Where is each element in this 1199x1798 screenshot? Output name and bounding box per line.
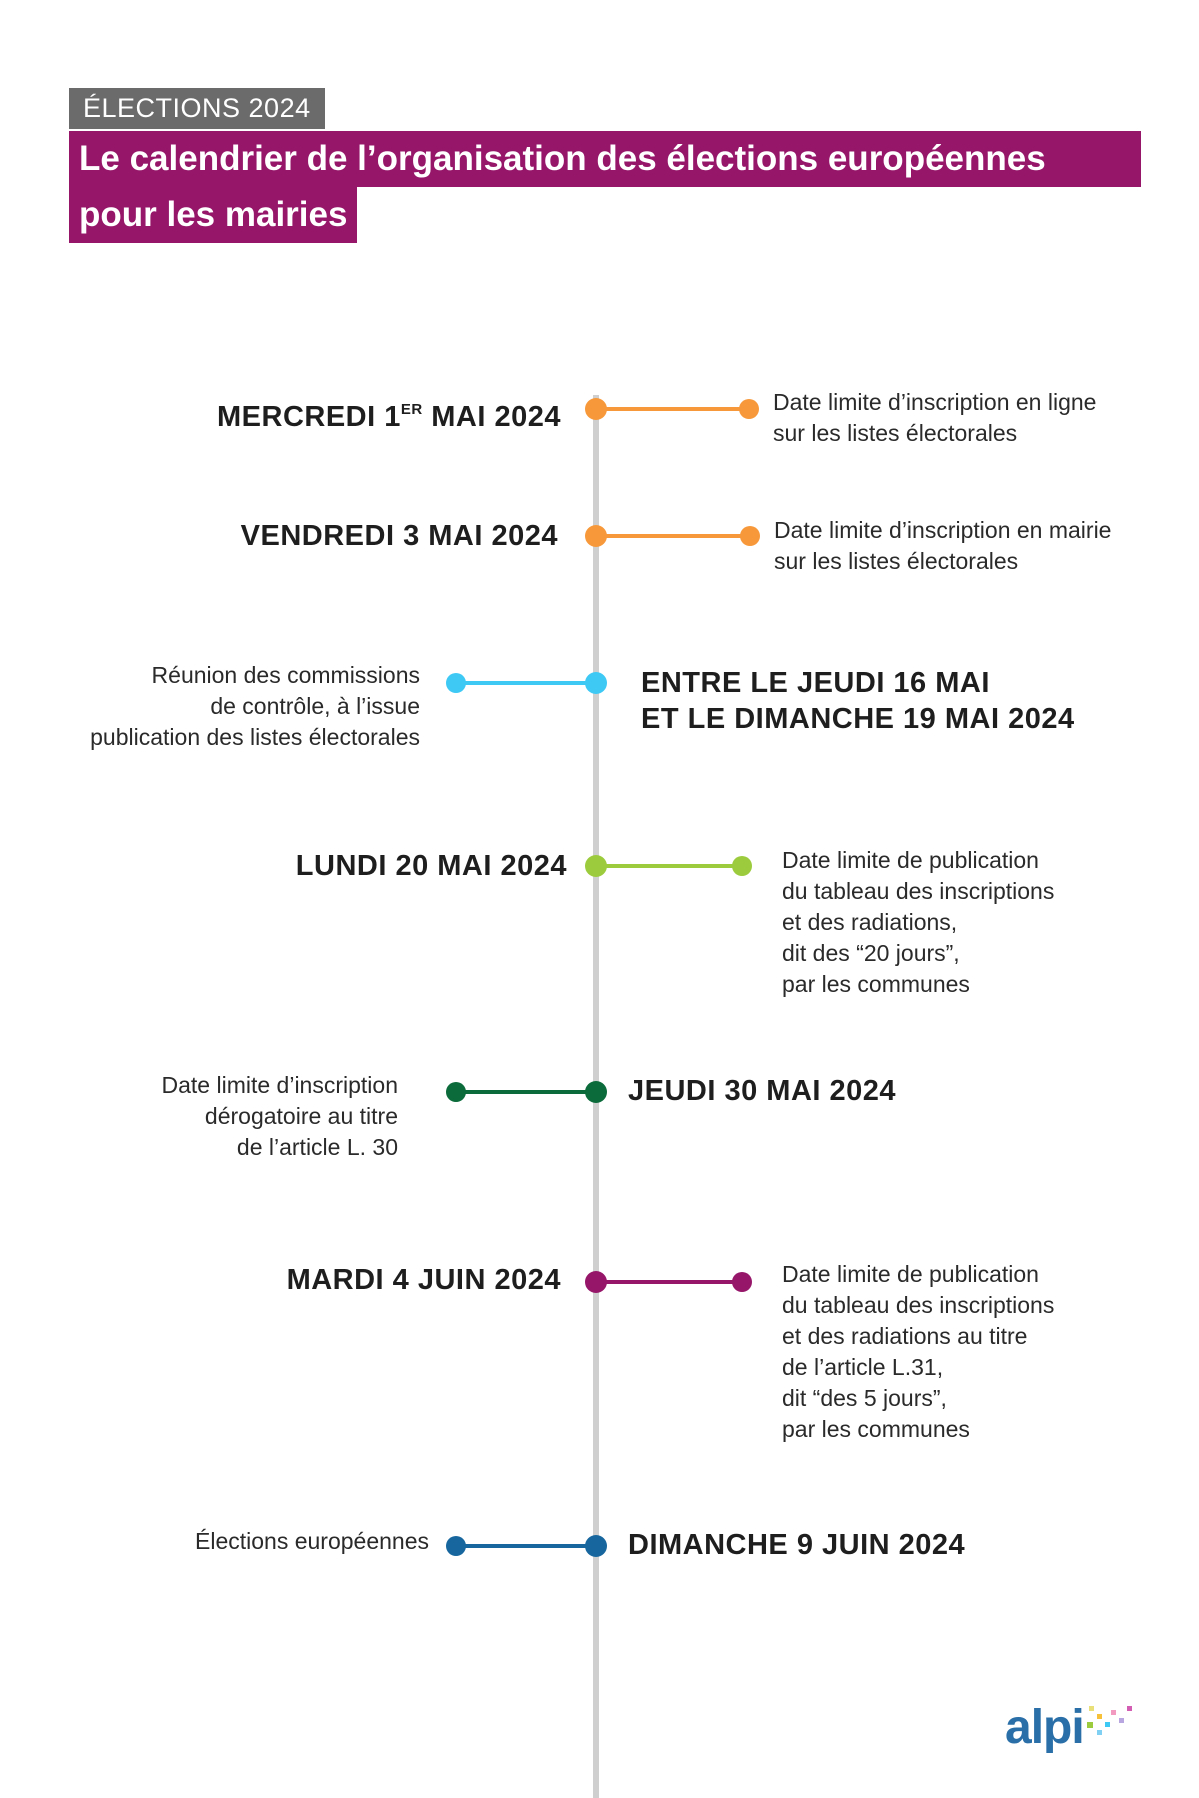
event-description-1: Date limite d’inscription en ligne sur les listes électorales <box>773 389 1097 446</box>
event-end-dot-2 <box>740 526 760 546</box>
category-tag: ÉLECTIONS 2024 <box>69 88 325 129</box>
event-description-4: Date limite de publication du tableau des inscriptions et des radiations, dit des “20 jours”, par les communes <box>782 847 1055 997</box>
page-title-line-1: Le calendrier de l’organisation des élections européennes <box>69 131 1141 187</box>
event-end-dot-4 <box>732 856 752 876</box>
event-date-6: MARDI 4 JUIN 2024 <box>286 1264 561 1296</box>
alpi-logo <box>1005 1700 1165 1770</box>
event-end-dot-7 <box>446 1536 466 1556</box>
page-title-line-2: pour les mairies <box>69 187 357 243</box>
logo-pixels-icon <box>1083 1700 1163 1740</box>
event-description-3: Réunion des commissions de contrôle, à l’issue publication des listes électorales <box>90 662 420 750</box>
event-end-dot-6 <box>732 1272 752 1292</box>
event-axis-dot-6 <box>585 1271 607 1293</box>
event-date-2: VENDREDI 3 MAI 2024 <box>240 520 558 552</box>
event-axis-dot-4 <box>585 855 607 877</box>
event-end-dot-5 <box>446 1082 466 1102</box>
event-date-5: JEUDI 30 MAI 2024 <box>628 1075 897 1107</box>
event-axis-dot-3 <box>585 672 607 694</box>
event-description-2: Date limite d’inscription en mairie sur les listes électorales <box>774 517 1112 574</box>
logo-text: alpi <box>1005 1701 1084 1754</box>
event-axis-dot-5 <box>585 1081 607 1103</box>
event-end-dot-1 <box>739 399 759 419</box>
event-axis-dot-2 <box>585 525 607 547</box>
event-axis-dot-1 <box>585 398 607 420</box>
event-description-6: Date limite de publication du tableau des inscriptions et des radiations au titre de l’article L.31, dit “des 5 jours”, par les communes <box>782 1261 1055 1442</box>
event-date-3: ENTRE LE JEUDI 16 MAI ET LE DIMANCHE 19 MAI 2024 <box>641 667 1075 735</box>
event-date-4: LUNDI 20 MAI 2024 <box>295 850 567 882</box>
event-description-5: Date limite d’inscription dérogatoire au titre de l’article L. 30 <box>161 1072 398 1160</box>
event-end-dot-3 <box>446 673 466 693</box>
event-description-7: Élections européennes <box>195 1528 429 1554</box>
event-axis-dot-7 <box>585 1535 607 1557</box>
event-date-7: DIMANCHE 9 JUIN 2024 <box>628 1529 966 1561</box>
event-date-1: MERCREDI 1ER MAI 2024 <box>217 401 561 433</box>
